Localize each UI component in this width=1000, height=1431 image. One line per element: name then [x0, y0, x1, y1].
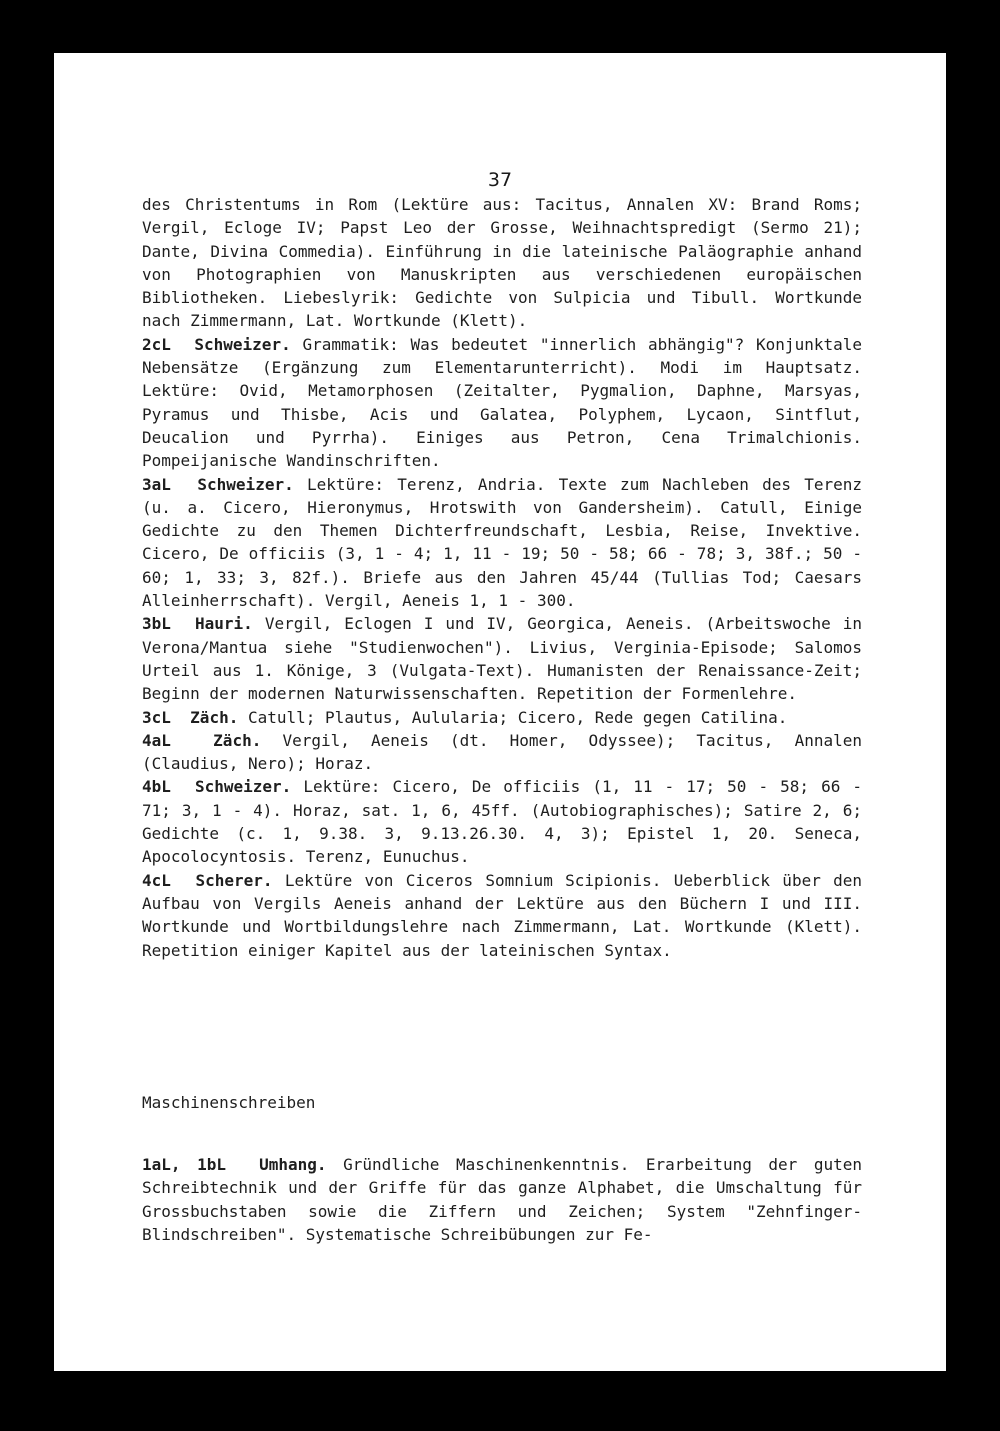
entry-teacher: Schweizer.	[197, 474, 294, 494]
page-number: 37	[487, 169, 513, 191]
entry-text: Gründliche Maschinenkenntnis. Erarbeitung der guten Schreibtechnik und der Griffe für das ganze Alphabet, die Umschaltung für Grossbuchstaben sowie die Ziffern und Zeichen; System "Zehnfinger-Blindschreiben". Systematische Schreibübungen zur Fe-	[142, 1155, 862, 1244]
entry-class: 2cL	[142, 334, 171, 354]
entry-class: 3aL	[142, 474, 171, 494]
entry-text: Catull; Plautus, Aulularia; Cicero, Rede gegen Catilina.	[247, 707, 788, 727]
entry-3aL	[142, 473, 862, 613]
entry-2cL	[142, 333, 862, 473]
section-entry-1aL-1bL	[142, 1153, 862, 1246]
section-title: Maschinenschreiben	[142, 1093, 316, 1112]
entry-class: 3bL	[142, 614, 171, 634]
entry-text: Vergil, Eclogen I und IV, Georgica, Aeneis. (Arbeitswoche in Verona/Mantua siehe "Studienwochen"). Livius, Verginia-Episode; Salomos Urteil aus 1. Könige, 3 (Vulgata-Text). Humanisten der Renaissance-Zeit; Beginn der modernen Naturwissenschaften. Repetition der Formenlehre.	[142, 614, 863, 704]
entry-text: Vergil, Aeneis (dt. Homer, Odyssee); Tacitus, Annalen (Claudius, Nero); Horaz.	[142, 730, 863, 774]
entry-class: 4cL	[142, 870, 171, 890]
entry-class: 4aL	[142, 730, 171, 750]
entry-teacher: Zäch.	[213, 730, 262, 750]
entry-4bL	[142, 775, 862, 868]
document-page	[54, 53, 946, 1371]
entry-teacher: Scherer.	[195, 870, 273, 890]
entry-teacher: Hauri.	[194, 614, 253, 634]
entry-text: Grammatik: Was bedeutet "innerlich abhängig"? Konjunktale Nebensätze (Ergänzung zum Elementarunterricht). Modi im Hauptsatz. Lektüre: Ovid, Metamorphosen (Zeitalter, Pygmalion, Daphne, Marsyas, Pyramus und Thisbe, Acis und Galatea, Polyphem, Lycaon, Sintflut, Deucalion und Pyrrha). Einiges aus Petron, Cena Trimalchionis. Pompeijanische Wandinschriften.	[142, 334, 862, 471]
entry-class: 1aL, 1bL	[142, 1155, 226, 1174]
course-descriptions	[142, 193, 862, 962]
entry-teacher: Umhang.	[259, 1155, 327, 1174]
entry-text: Lektüre von Ciceros Somnium Scipionis. Ueberblick über den Aufbau von Vergils Aeneis anhand der Lektüre aus den Büchern I und III. Wortkunde und Wortbildungslehre nach Zimmermann, Lat. Wortkunde (Klett). Repetition einiger Kapitel aus der lateinischen Syntax.	[142, 870, 863, 960]
entry-class: 3cL	[142, 707, 171, 727]
entry-class: 4bL	[142, 777, 171, 797]
entry-3bL	[142, 612, 862, 705]
entry-3cL	[142, 706, 862, 729]
intro-paragraph: des Christentums in Rom (Lektüre aus: Tacitus, Annalen XV: Brand Roms; Vergil, Ecloge IV; Papst Leo der Grosse, Weihnachtspredigt (Sermo 21); Dante, Divina Commedia). Einführung in die lateinische Paläographie anhand von Photographien von Manuskripten aus verschiedenen europäischen Bibliotheken. Liebeslyrik: Gedichte von Sulpicia und Tibull. Wortkunde nach Zimmermann, Lat. Wortkunde (Klett).	[142, 195, 862, 331]
entry-text: Lektüre: Terenz, Andria. Texte zum Nachleben des Terenz (u. a. Cicero, Hieronymus, Hrotswith von Gandersheim). Catull, Einige Gedichte zu den Themen Dichterfreundschaft, Lesbia, Reise, Invektive. Cicero, De officiis (3, 1 - 4; 1, 11 - 19; 50 - 58; 66 - 78; 3, 38f.; 50 - 60; 1, 33; 3, 82f.). Briefe aus den Jahren 45/44 (Tullias Tod; Caesars Alleinherrschaft). Vergil, Aeneis 1, 1 - 300.	[142, 474, 863, 611]
entry-teacher: Schweizer.	[194, 334, 291, 354]
entry-text: Lektüre: Cicero, De officiis (1, 11 - 17; 50 - 58; 66 - 71; 3, 1 - 4). Horaz, sat. 1, 6, 45ff. (Autobiographisches); Satire 2, 6; Gedichte (c. 1, 9.38. 3, 9.13.26.30. 4, 3); Epistel 1, 20. Seneca, Apocolocyntosis. Terenz, Eunuchus.	[142, 777, 863, 867]
entry-4aL	[142, 729, 862, 776]
entry-teacher: Schweizer.	[194, 777, 292, 797]
entry-teacher: Zäch.	[190, 707, 239, 727]
entry-4cL	[142, 869, 862, 962]
